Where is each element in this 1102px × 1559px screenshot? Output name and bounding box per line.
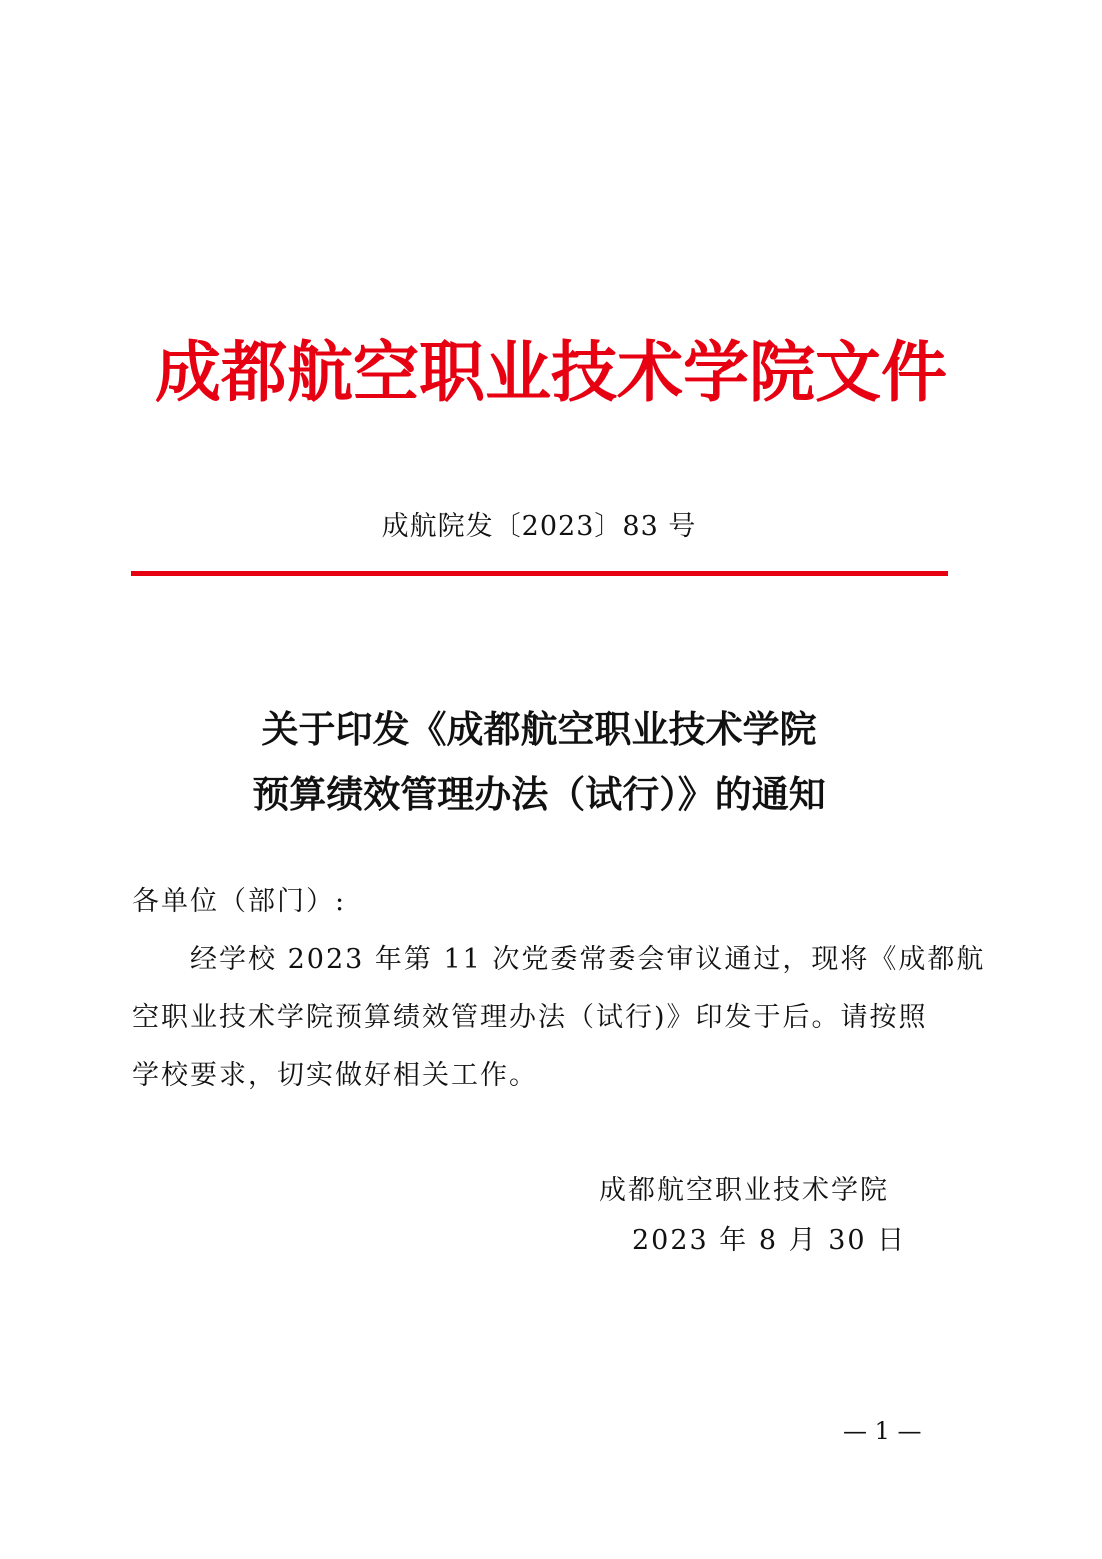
body-text-line: 空职业技术学院预算绩效管理办法（试行)》印发于后。请按照 <box>132 1002 928 1033</box>
page-number: — 1 — <box>843 1417 922 1445</box>
body-text-line: 学校要求，切实做好相关工作。 <box>132 1060 538 1091</box>
signature-organization: 成都航空职业技术学院 <box>599 1175 889 1206</box>
body-text-line: 经学校 2023 年第 11 次党委常委会审议通过，现将《成都航 <box>190 944 986 975</box>
red-divider-line <box>131 571 948 576</box>
document-masthead: 成都航空职业技术学院文件 <box>155 333 947 411</box>
document-number: 成航院发〔2023〕83 号 <box>381 511 697 542</box>
notice-title-line-2: 预算绩效管理办法（试行）》的通知 <box>252 772 826 816</box>
notice-title-line-1: 关于印发《成都航空职业技术学院 <box>261 707 817 751</box>
salutation: 各单位（部门）: <box>132 886 347 917</box>
signature-date: 2023 年 8 月 30 日 <box>632 1225 907 1256</box>
